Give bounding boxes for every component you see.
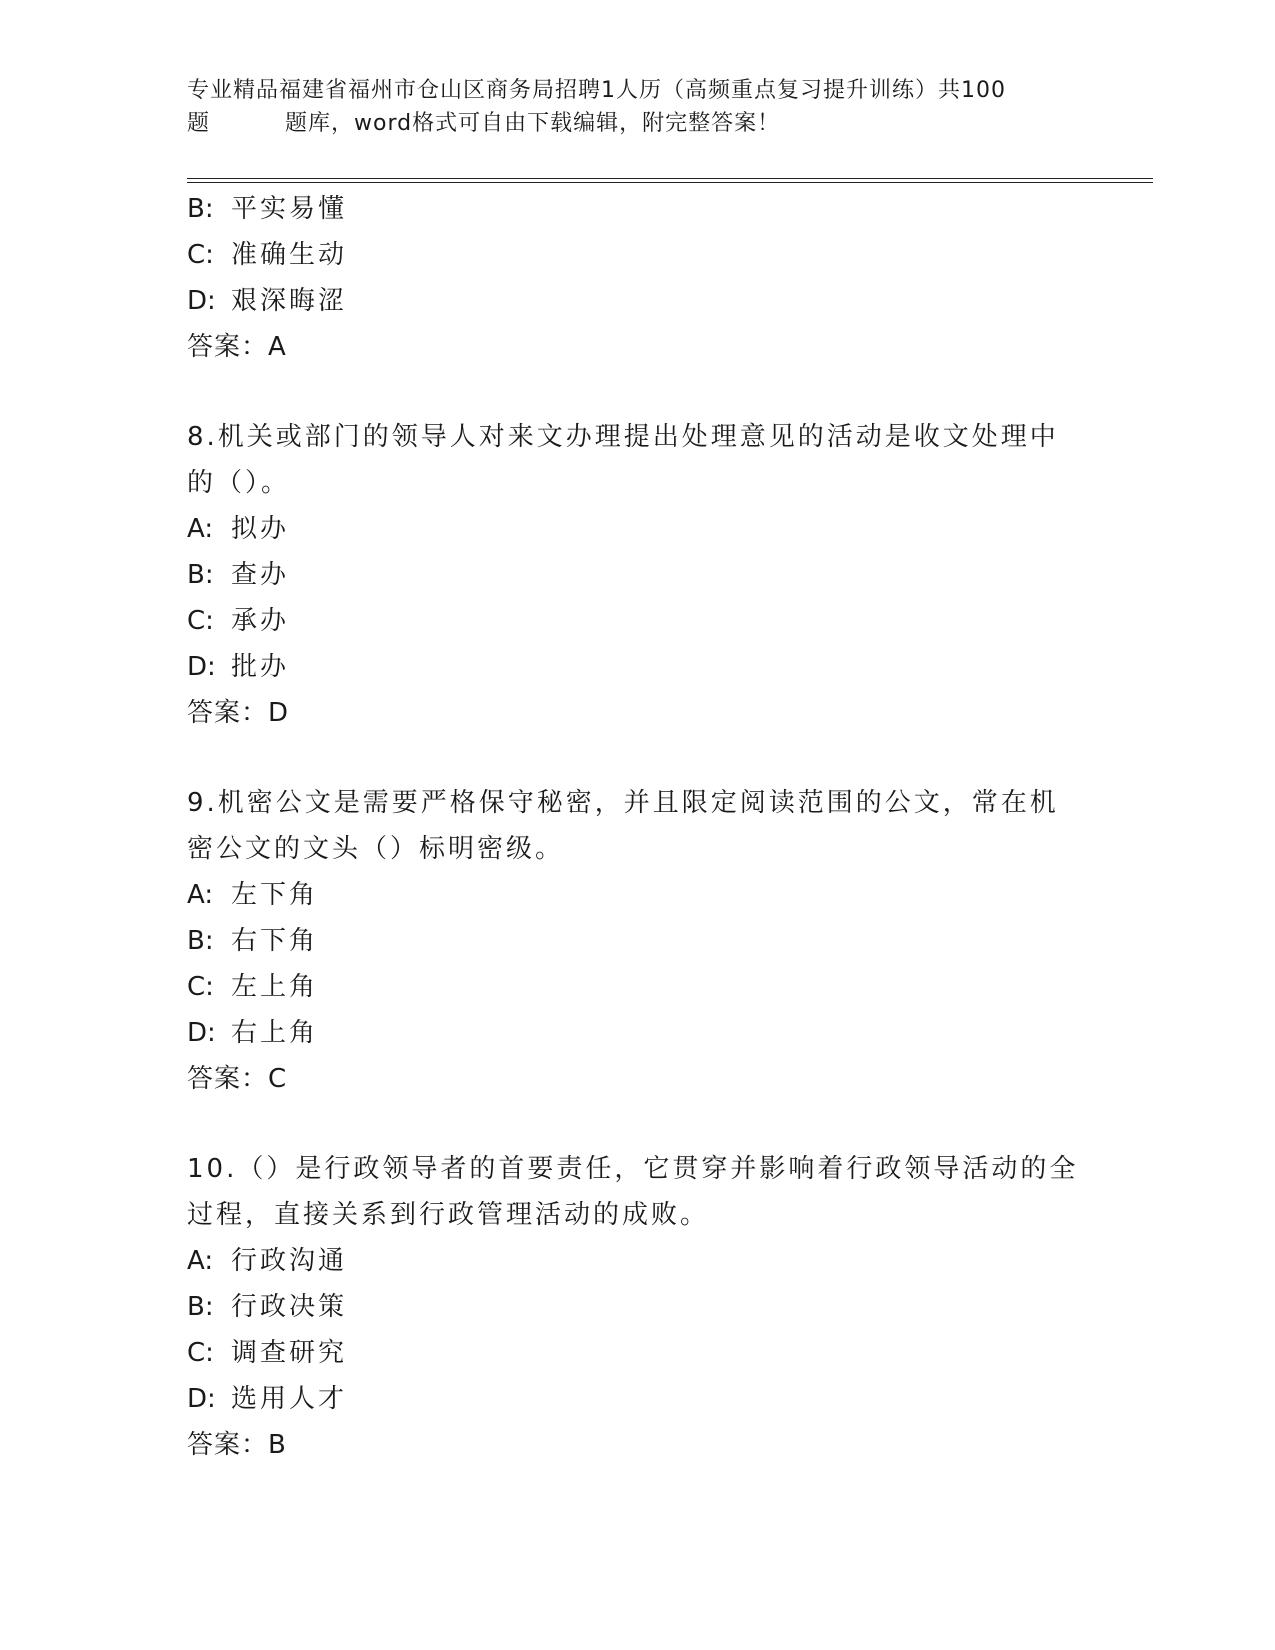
option-text: 左下角 xyxy=(231,880,319,910)
option-row xyxy=(187,186,1087,232)
answer-line: 答案：D xyxy=(187,698,290,728)
question-text-line: 密公文的文头（）标明密级。 xyxy=(187,834,565,864)
option-text: 准确生动 xyxy=(231,240,348,270)
option-row xyxy=(187,918,1087,964)
header-title-line1: 专业精品福建省福州市仓山区商务局招聘1人历（高频重点复习提升训练）共100 xyxy=(187,78,1006,103)
option-letter: D: xyxy=(187,286,216,316)
option-letter: B: xyxy=(187,1292,214,1322)
option-text: 查办 xyxy=(231,560,290,590)
option-text: 行政决策 xyxy=(231,1292,348,1322)
option-text: 承办 xyxy=(231,606,290,636)
option-letter: A: xyxy=(187,1246,214,1276)
question-content xyxy=(187,186,1087,1468)
option-letter: B: xyxy=(187,926,214,956)
option-row xyxy=(187,232,1087,278)
option-text: 调查研究 xyxy=(231,1338,348,1368)
option-row xyxy=(187,872,1087,918)
option-row xyxy=(187,1284,1087,1330)
question-text-line: 过程，直接关系到行政管理活动的成败。 xyxy=(187,1200,710,1230)
option-text: 右上角 xyxy=(231,1018,319,1048)
question-text-line: 9.机密公文是需要严格保守秘密，并且限定阅读范围的公文，常在机 xyxy=(187,788,1059,818)
option-letter: D: xyxy=(187,1384,216,1414)
answer-line: 答案：C xyxy=(187,1064,288,1094)
answer-line: 答案：A xyxy=(187,332,287,362)
option-row xyxy=(187,1010,1087,1056)
option-text: 行政沟通 xyxy=(231,1246,348,1276)
question-text-line: 8.机关或部门的领导人对来文办理提出处理意见的活动是收文处理中 xyxy=(187,422,1059,452)
option-letter: C: xyxy=(187,972,214,1002)
option-text: 右下角 xyxy=(231,926,319,956)
option-letter: C: xyxy=(187,606,214,636)
option-text: 艰深晦涩 xyxy=(231,286,348,316)
option-row xyxy=(187,1376,1087,1422)
option-row xyxy=(187,1330,1087,1376)
option-letter: C: xyxy=(187,1338,214,1368)
option-text: 批办 xyxy=(231,652,290,682)
option-letter: C: xyxy=(187,240,214,270)
option-row xyxy=(187,552,1087,598)
document-header xyxy=(187,74,1087,140)
option-text: 平实易懂 xyxy=(231,194,348,224)
spacer xyxy=(187,736,1087,780)
answer-line: 答案：B xyxy=(187,1430,287,1460)
header-divider-top xyxy=(187,178,1153,179)
option-row xyxy=(187,506,1087,552)
option-row xyxy=(187,1238,1087,1284)
option-row xyxy=(187,644,1087,690)
spacer xyxy=(187,370,1087,414)
option-row xyxy=(187,598,1087,644)
option-letter: B: xyxy=(187,194,214,224)
header-title-line2 xyxy=(187,107,1087,140)
option-text: 左上角 xyxy=(231,972,319,1002)
question-text-line: 10.（）是行政领导者的首要责任，它贯穿并影响着行政领导活动的全 xyxy=(187,1154,1079,1184)
spacer xyxy=(187,1102,1087,1146)
option-text: 选用人才 xyxy=(231,1384,348,1414)
option-text: 拟办 xyxy=(231,514,290,544)
option-letter: D: xyxy=(187,1018,216,1048)
header-title-line2-rest: 题库，word格式可自由下载编辑，附完整答案！ xyxy=(285,111,781,136)
option-row xyxy=(187,964,1087,1010)
option-row xyxy=(187,278,1087,324)
option-letter: D: xyxy=(187,652,216,682)
option-letter: A: xyxy=(187,514,214,544)
option-letter: B: xyxy=(187,560,214,590)
question-text-line: 的（）。 xyxy=(187,468,291,498)
option-letter: A: xyxy=(187,880,214,910)
header-title-line2-start: 题 xyxy=(187,111,211,136)
header-divider-bottom xyxy=(187,182,1153,183)
